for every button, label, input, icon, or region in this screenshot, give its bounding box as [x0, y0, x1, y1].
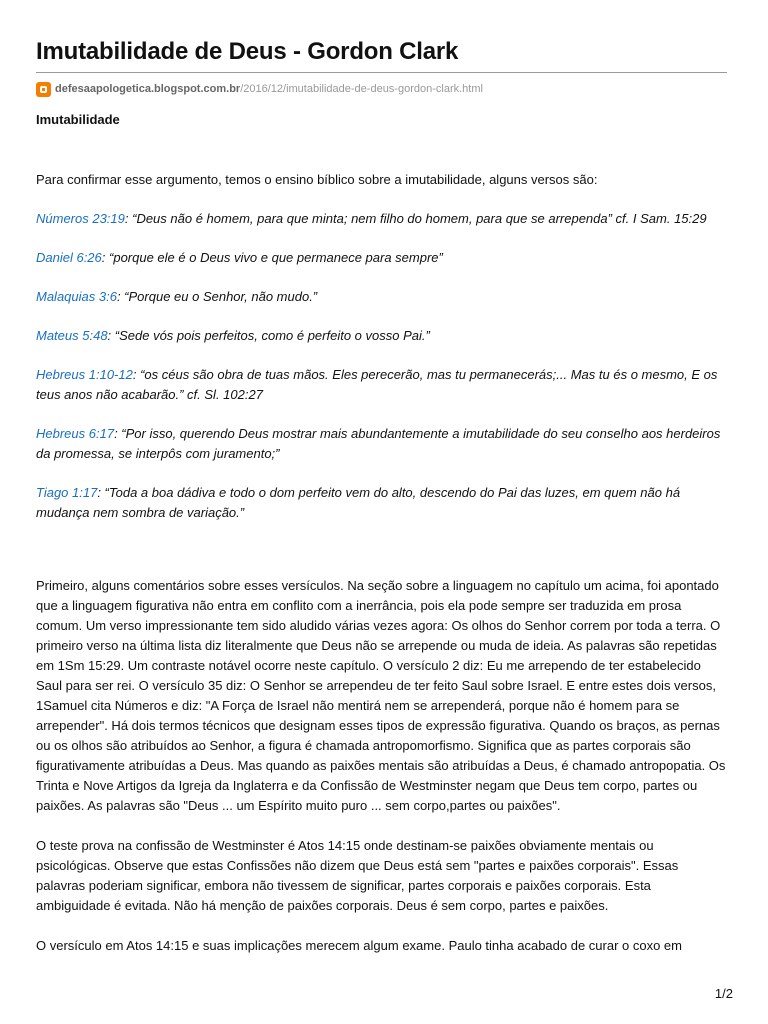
verse-text: : “Toda a boa dádiva e todo o dom perfeito vem do alto, descendo do Pai das luzes, em quem não há mudança nem sombra de variação.”	[36, 485, 681, 520]
verse-text: : “Deus não é homem, para que minta; nem filho do homem, para que se arrependa” cf. I Sam. 15:29	[124, 211, 707, 226]
page-title: Imutabilidade de Deus - Gordon Clark	[36, 38, 459, 65]
page-number: 1/2	[714, 986, 733, 1001]
verse-reference-link[interactable]: Daniel 6:26	[36, 250, 102, 265]
source-domain[interactable]: defesaapologetica.blogspot.com.br	[55, 83, 241, 95]
document-page	[36, 36, 728, 956]
verse-hebreus-1	[36, 365, 728, 405]
verse-text: : “porque ele é o Deus vivo e que permanece para sempre”	[101, 250, 443, 265]
verse-malaquias	[36, 287, 728, 307]
verse-text: : “os céus são obra de tuas mãos. Eles perecerão, mas tu permanecerás;... Mas tu és o mesmo, E os teus anos não acabarão.” cf. Sl. 102:27	[36, 367, 718, 402]
body-paragraph: O teste prova na confissão de Westminster é Atos 14:15 onde destinam-se paixões obviamente mentais ou psicológicas. Observe que estas Confissões não dizem que Deus está sem "partes e paixões corporais". Essas palavras poderiam significar, embora não tivessem de significar, partes corporais e paixões corporais. Esta ambiguidade é evitada. Não há menção de paixões corporais. Deus é sem corpo, partes e paixões.	[36, 838, 679, 913]
intro-paragraph: Para confirmar esse argumento, temos o ensino bíblico sobre a imutabilidade, alguns versos são:	[36, 172, 598, 187]
verse-text: : “Sede vós pois perfeitos, como é perfeito o vosso Pai.”	[107, 328, 430, 343]
body-paragraph: O versículo em Atos 14:15 e suas implicações merecem algum exame. Paulo tinha acabado de curar o coxo em	[36, 938, 682, 953]
verse-reference-link[interactable]: Hebreus 1:10-12	[36, 367, 133, 382]
verse-reference-link[interactable]: Hebreus 6:17	[36, 426, 115, 441]
verse-reference-link[interactable]: Malaquias 3:6	[36, 289, 117, 304]
body-paragraph: Primeiro, alguns comentários sobre esses versículos. Na seção sobre a linguagem no capítulo um acima, foi apontado que a linguagem figurativa não entra em conflito com a inerrância, pois ela pode sempre ser traduzida em prosa comum. Um verso impressionante tem sido aludido várias vezes agora: Os olhos do Senhor correm por toda a terra. O primeiro verso na última lista diz literalmente que Deus não se arrepende ou muda de ideia. As palavras são repetidas em 1Sm 15:29. Um contraste notável ocorre neste capítulo. O versículo 2 diz: Eu me arrependo de ter estabelecido Saul para ser rei. O versículo 35 diz: O Senhor se arrependeu de ter feito Saul sobre Israel. E entre estes dois versos, 1Samuel cita Números e diz: "A Força de Israel não mentirá nem se arrependerá, porque não é homem para se arrepender". Há dois termos técnicos que designam esses tipos de expressão figurativa. Quando os braços, as pernas ou os olhos são atribuídos ao Senhor, a figura é chamada antropomorfismo. Significa que as partes corporais são figurativamente atribuídas a Deus. Mas quando as paixões mentais são atribuídas a Deus, é chamado antropopatia. Os Trinta e Nove Artigos da Igreja da Inglaterra e da Confissão de Westminster negam que Deus tem corpo, partes ou paixões. As palavras são "Deus ... um Espírito muito puro ... sem corpo,partes ou paixões".	[36, 578, 726, 813]
blogger-icon	[36, 82, 51, 97]
section-heading: Imutabilidade	[36, 112, 120, 127]
verse-reference-link[interactable]: Mateus 5:48	[36, 328, 108, 343]
verse-mateus	[36, 326, 728, 346]
verse-text: : “Porque eu o Senhor, não mudo.”	[116, 289, 318, 304]
verse-daniel	[36, 248, 728, 268]
verse-hebreus-6	[36, 424, 728, 464]
source-path[interactable]: /2016/12/imutabilidade-de-deus-gordon-clark.html	[240, 83, 483, 95]
verse-numeros	[36, 209, 728, 229]
title-divider	[36, 72, 727, 73]
verse-tiago	[36, 483, 728, 523]
source-link[interactable]	[36, 80, 728, 98]
verse-reference-link[interactable]: Tiago 1:17	[36, 485, 98, 500]
verse-text: : “Por isso, querendo Deus mostrar mais abundantemente a imutabilidade do seu conselho aos herdeiros da promessa, se interpôs com juramento;”	[36, 426, 721, 461]
verse-reference-link[interactable]: Números 23:19	[36, 211, 125, 226]
